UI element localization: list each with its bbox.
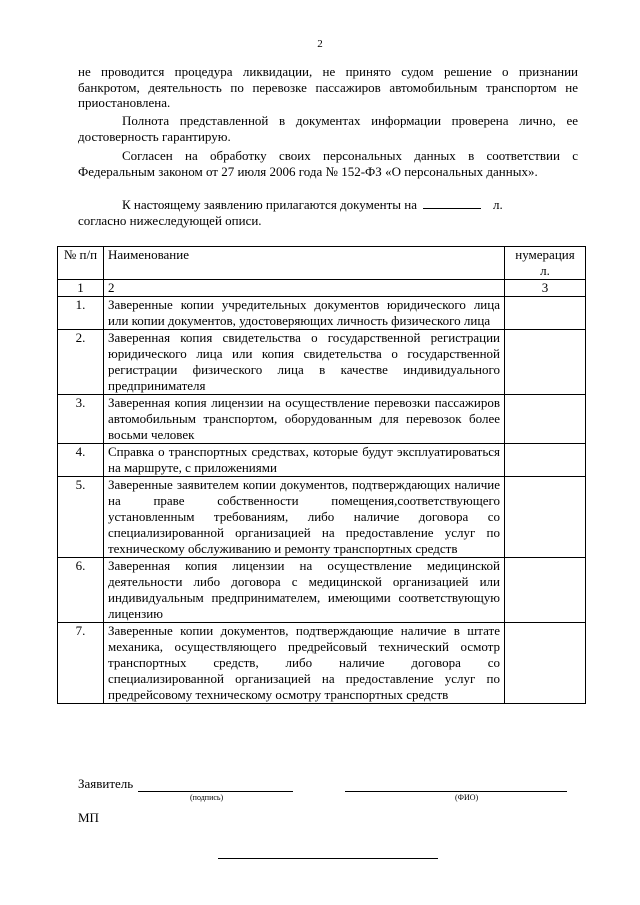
applicant-label: Заявитель (78, 776, 134, 791)
intro-paragraph: не проводится процедура ликвидации, не принято судом решение о признании банкротом, деятельность по перевозке пассажиров автомобильным транспортом не приостановлена. (78, 64, 578, 110)
table-header-row (58, 247, 586, 280)
row-pages[interactable] (505, 623, 586, 704)
table-row (58, 558, 586, 623)
row-name: Заверенная копия свидетельства о государственной регистрации юридического лица или копия свидетельства о государственной регистрации физического лица в качестве индивидуального предпринимателя (104, 330, 505, 395)
pages-unit: л. (492, 197, 503, 212)
row-pages[interactable] (505, 558, 586, 623)
row-name: Справка о транспортных средствах, которые будут эксплуатироваться на маршруте, с приложениями (104, 444, 505, 477)
row-number: 2. (58, 330, 104, 395)
row-name: Заверенная копия лицензии на осуществление медицинской деятельности либо договора с медицинской организацией или индивидуальным предпринимателем, имеющими соответствующую лицензию (104, 558, 505, 623)
row-pages[interactable] (505, 477, 586, 558)
attachments-line2: согласно нижеследующей описи. (78, 212, 262, 228)
table-row (58, 477, 586, 558)
column-number-1: 1 (58, 280, 104, 297)
table-row (58, 330, 586, 395)
row-pages[interactable] (505, 395, 586, 444)
full-name-caption: (ФИО) (455, 793, 479, 802)
row-pages[interactable] (505, 297, 586, 330)
attachments-text: К настоящему заявлению прилагаются документы на (122, 197, 417, 212)
signature-line[interactable] (138, 791, 293, 792)
table-column-numbers (58, 280, 586, 297)
row-number: 7. (58, 623, 104, 704)
pages-count-blank[interactable] (423, 198, 481, 209)
row-name: Заверенные копии учредительных документов юридического лица или копии документов, удостоверяющих личность физического лица (104, 297, 505, 330)
table-row (58, 395, 586, 444)
table-row (58, 444, 586, 477)
header-pages: нумерация л. (505, 247, 586, 280)
column-number-2: 2 (104, 280, 505, 297)
attachments-paragraph (78, 197, 578, 228)
table-row (58, 623, 586, 704)
documents-table (57, 246, 586, 704)
row-name: Заверенные копии документов, подтверждающие наличие в штате механика, осуществляющего предрейсовый технический осмотр транспортных средств, либо наличие договора со специализированной организацией на предоставление услуг по предрейсовому техническому осмотру транспортных средств (104, 623, 505, 704)
row-number: 5. (58, 477, 104, 558)
header-number: № п/п (58, 247, 104, 280)
header-name: Наименование (104, 247, 505, 280)
signature-caption: (подпись) (190, 793, 224, 802)
full-name-line[interactable] (345, 791, 567, 792)
row-number: 3. (58, 395, 104, 444)
table-row (58, 297, 586, 330)
row-name: Заверенная копия лицензии на осуществление перевозки пассажиров автомобильным транспортом, оборудованным для перевозок более восьми человек (104, 395, 505, 444)
page-number: 2 (317, 38, 323, 50)
consent-paragraph: Согласен на обработку своих персональных данных в соответствии с Федеральным законом от 27 июля 2006 года № 152-ФЗ «О персональных данных». (78, 148, 578, 179)
bottom-line (218, 858, 438, 859)
row-number: 4. (58, 444, 104, 477)
row-number: 6. (58, 558, 104, 623)
row-pages[interactable] (505, 330, 586, 395)
stamp-label: МП (78, 810, 99, 825)
row-pages[interactable] (505, 444, 586, 477)
row-name: Заверенные заявителем копии документов, подтверждающих наличие на праве собственности помещения,соответствующего установленным требованиям, либо наличие договора со специализированной организацией на предоставление услуг по техническому обслуживанию и ремонту транспортных средств (104, 477, 505, 558)
accuracy-paragraph: Полнота представленной в документах информации проверена лично, ее достоверность гарантирую. (78, 113, 578, 144)
column-number-3: 3 (505, 280, 586, 297)
row-number: 1. (58, 297, 104, 330)
